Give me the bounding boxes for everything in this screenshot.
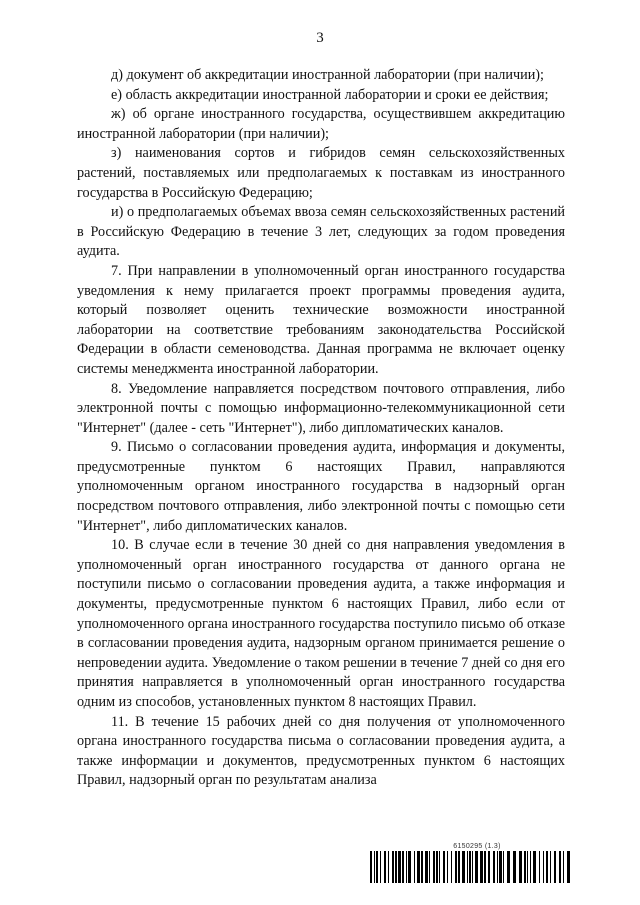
paragraph-11: 11. В течение 15 рабочих дней со дня получения от уполномоченного органа иностранного государства письма о согласовании проведения аудита, а также информации и документов, предусмотренных пунктом 6 настоящих Правил, надзорный орган по результатам анализа xyxy=(77,713,565,789)
paragraph-7: 7. При направлении в уполномоченный орган иностранного государства уведомления к нему прилагается проект программы проведения аудита, который позволяет оценить технические возможности иностранной лаборатории на соответствие требованиям законодательства Российской Федерации в области семеноводства. Данная программа не включает оценку системы менеджмента иностранной лаборатории. xyxy=(77,262,565,377)
paragraph-9: 9. Письмо о согласовании проведения аудита, информация и документы, предусмотренные пунктом 6 настоящих Правил, направляются уполномоченным органом иностранного государства в надзорный орган посредством почтового отправления, либо электронной почты с помощью сети "Интернет", либо дипломатических каналов. xyxy=(77,439,565,534)
paragraph-8: 8. Уведомление направляется посредством почтового отправления, либо электронной почты с помощью информационно-телекоммуникационной сети "Интернет" (далее - сеть "Интернет"), либо дипломатических каналов. xyxy=(77,380,565,436)
paragraph-e: е) область аккредитации иностранной лаборатории и сроки ее действия; xyxy=(111,86,549,103)
document-body xyxy=(77,66,565,791)
barcode-number: 6150295 (1.3) xyxy=(453,843,501,850)
barcode-block xyxy=(370,842,570,883)
paragraph-zh: ж) об органе иностранного государства, осуществившем аккредитацию иностранной лаборатории (при наличии); xyxy=(77,106,565,142)
paragraph-z: з) наименования сортов и гибридов семян сельскохозяйственных растений, поставляемых или предполагаемых к поставкам из иностранного государства в Российскую Федерацию; xyxy=(77,145,565,201)
barcode-image xyxy=(370,851,570,883)
paragraph-d: д) документ об аккредитации иностранной лаборатории (при наличии); xyxy=(111,67,544,83)
paragraph-i: и) о предполагаемых объемах ввоза семян сельскохозяйственных растений в Российскую Федерацию в течение 3 лет, следующих за годом проведения аудита. xyxy=(77,204,565,260)
page-number: 3 xyxy=(316,30,324,46)
paragraph-10: 10. В случае если в течение 30 дней со дня направления уведомления в уполномоченный орган иностранного государства от данного органа не поступили письмо о согласовании проведения аудита, а также информация и документы, предусмотренные пунктом 6 настоящих Правил, либо если от уполномоченного органа иностранного государства поступило письмо об отказе в согласовании проведения аудита, надзорным органом принимается решение о непроведении аудита. Уведомление о таком решении в течение 7 дней со дня его принятия направляется в уполномоченный орган иностранного государства одним из способов, установленных пунктом 8 настоящих Правил. xyxy=(77,537,565,710)
